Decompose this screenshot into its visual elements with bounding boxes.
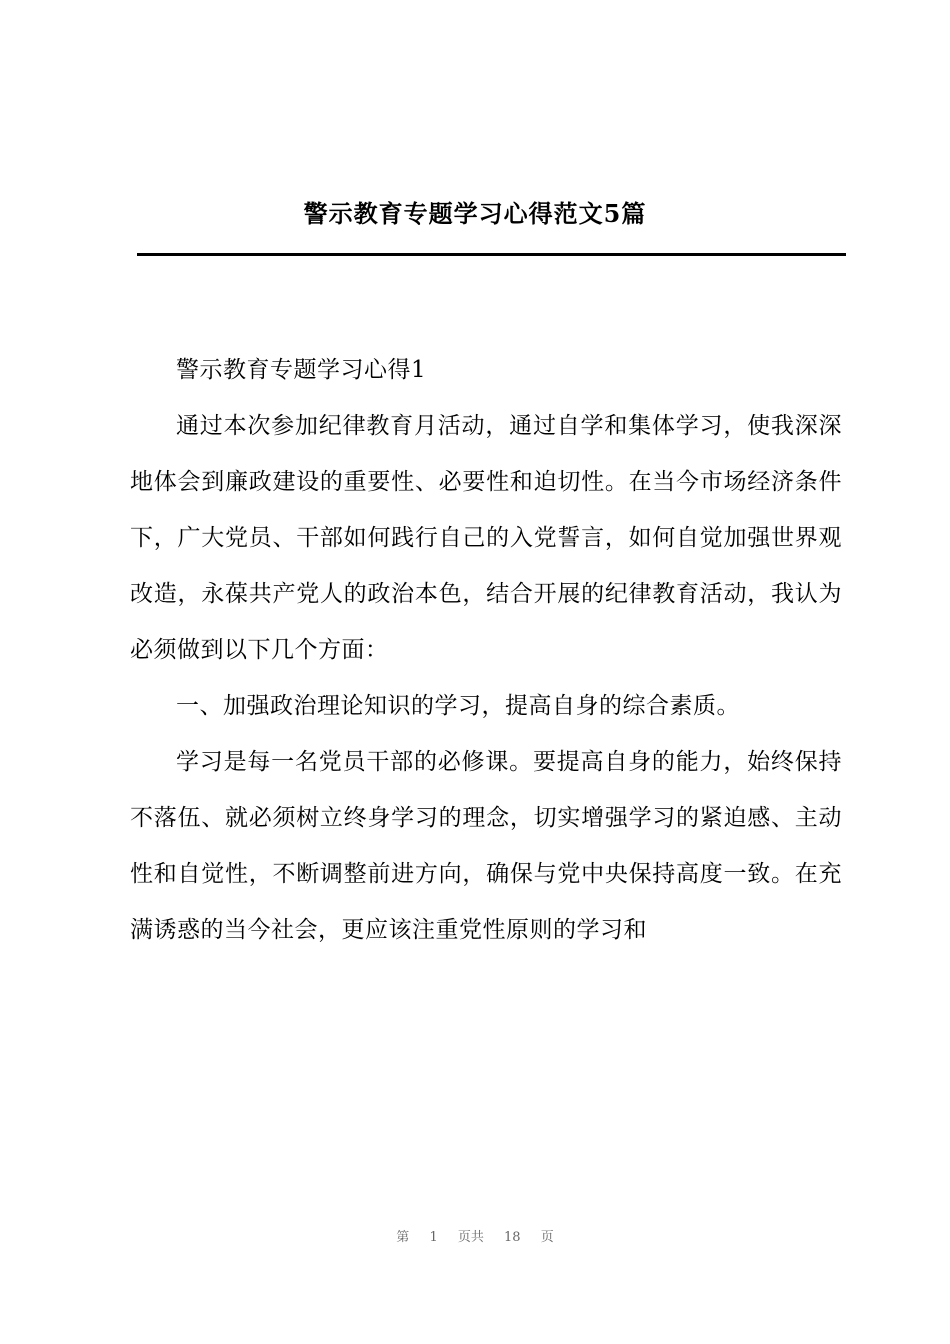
section-heading: 警示教育专题学习心得1 xyxy=(176,357,427,383)
document-title: 警示教育专题学习心得范文5篇 xyxy=(303,199,647,228)
footer-middle: 页共 xyxy=(457,1230,484,1245)
footer-prefix: 第 xyxy=(396,1230,410,1245)
footer-total-pages: 18 xyxy=(504,1230,521,1245)
footer-current-page: 1 xyxy=(429,1230,438,1245)
footer-suffix: 页 xyxy=(540,1230,554,1245)
body-paragraph: 学习是每一名党员干部的必修课。要提高自身的能力，始终保持不落伍、就必须树立终身学习的理念，切实增强学习的紧迫感、主动性和自觉性，不断调整前进方向，确保与党中央保持高度一致。在充满诱惑的当今社会，更应该注重党性原则的学习和 xyxy=(130,749,842,943)
title-divider xyxy=(137,253,846,256)
body-paragraph: 通过本次参加纪律教育月活动，通过自学和集体学习，使我深深地体会到廉政建设的重要性、必要性和迫切性。在当今市场经济条件下，广大党员、干部如何践行自己的入党誓言，如何自觉加强世界观改造，永葆共产党人的政治本色，结合开展的纪律教育活动，我认为必须做到以下几个方面： xyxy=(130,413,842,663)
body-paragraph: 一、加强政治理论知识的学习，提高自身的综合素质。 xyxy=(176,693,740,719)
document-body xyxy=(130,342,842,958)
page-footer xyxy=(0,1228,950,1248)
